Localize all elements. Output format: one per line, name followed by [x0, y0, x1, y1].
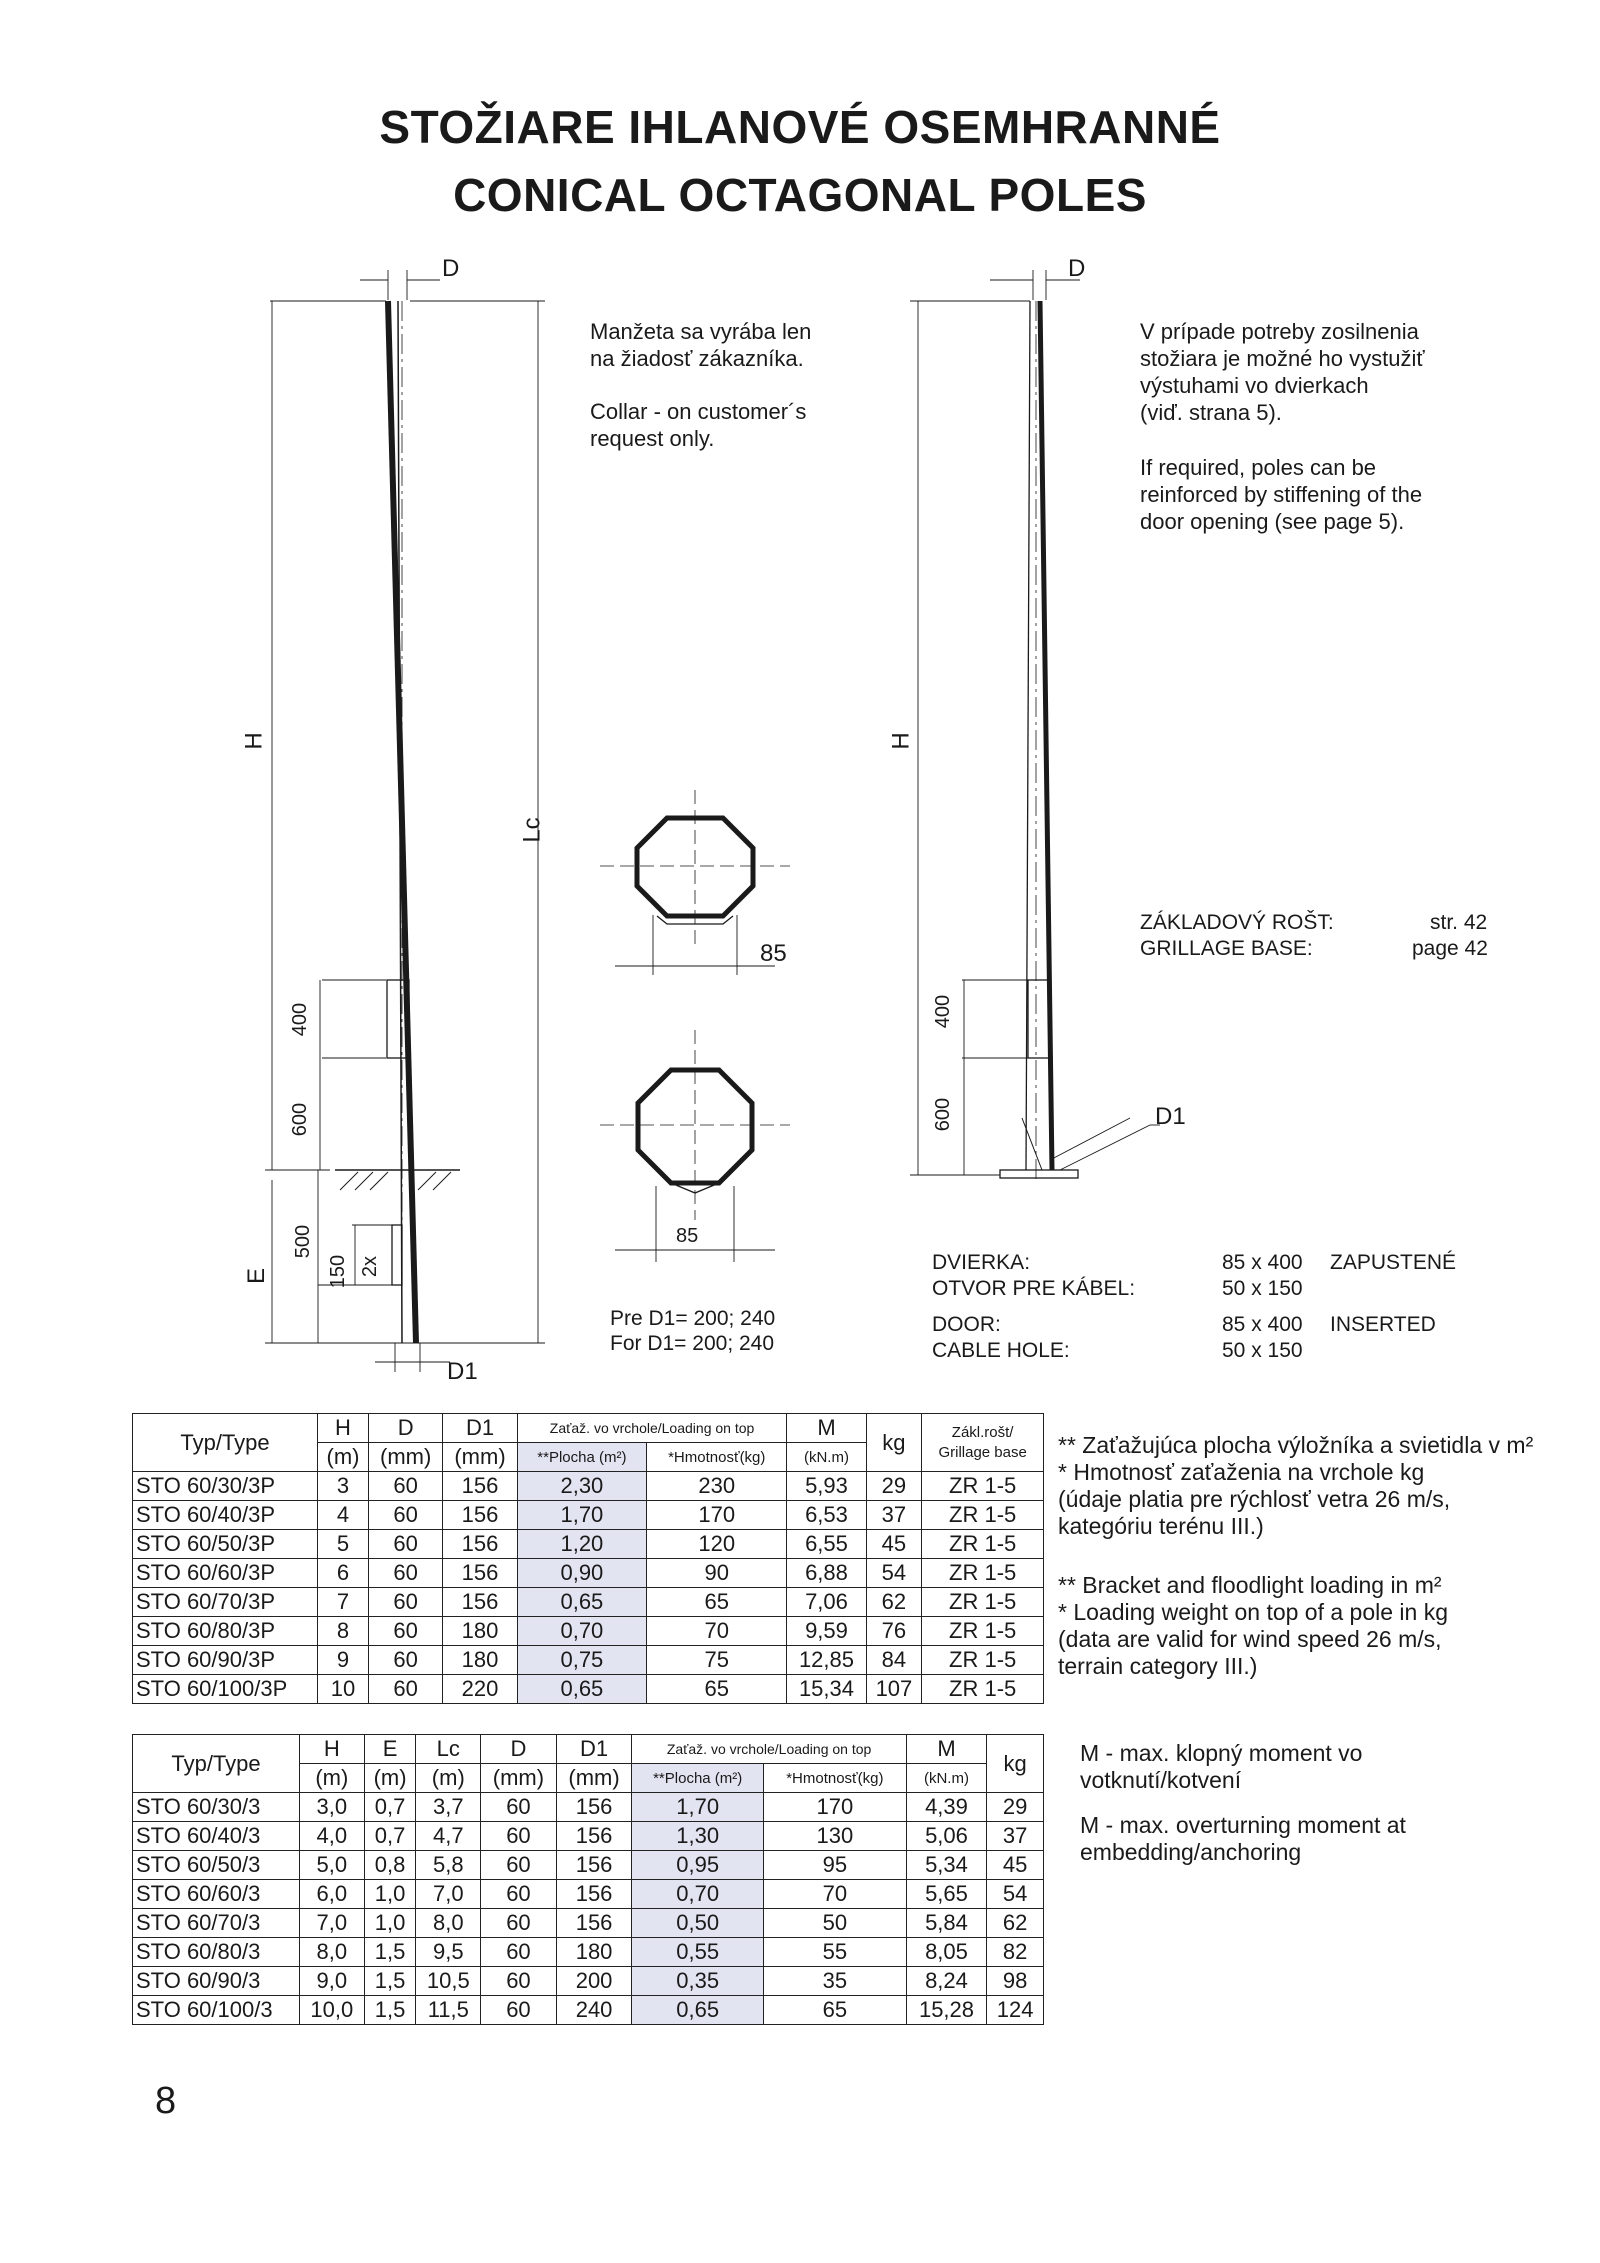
value-cell: 2,30 [517, 1472, 646, 1501]
type-cell: STO 60/100/3P [133, 1675, 318, 1704]
value-cell: 60 [481, 1822, 557, 1851]
value-cell: 6,55 [787, 1530, 866, 1559]
value-cell: 0,35 [632, 1967, 764, 1996]
t1-h-kg: kg [866, 1414, 922, 1472]
t1-h-weight: *Hmotnosť(kg) [647, 1443, 787, 1472]
value-cell: 8,0 [416, 1909, 481, 1938]
label-150: 150 [327, 1254, 350, 1289]
t2-h-loading: Zaťaž. vo vrchole/Loading on top [632, 1735, 906, 1764]
collar-note-en: Collar - on customer´s request only. [590, 399, 807, 451]
table-row [133, 1530, 1044, 1559]
value-cell: 15,28 [906, 1996, 987, 2025]
value-cell: 0,95 [632, 1851, 764, 1880]
type-cell: STO 60/90/3P [133, 1646, 318, 1675]
value-cell: 5,0 [300, 1851, 365, 1880]
value-cell: 0,90 [517, 1559, 646, 1588]
label-lc: Lc [518, 817, 546, 843]
value-cell: 156 [556, 1822, 632, 1851]
value-cell: 65 [647, 1588, 787, 1617]
t2-h-area: **Plocha (m²) [632, 1764, 764, 1793]
spec-table-1 [132, 1413, 1044, 1704]
value-cell: 7,0 [416, 1880, 481, 1909]
t2-h-h-unit: (m) [300, 1764, 365, 1793]
value-cell: 0,50 [632, 1909, 764, 1938]
value-cell: 5,06 [906, 1822, 987, 1851]
table1-body [133, 1472, 1044, 1704]
t2-h-d-unit: (mm) [481, 1764, 557, 1793]
value-cell: 180 [443, 1617, 517, 1646]
label-d-right: D [1068, 255, 1086, 282]
value-cell: 65 [647, 1675, 787, 1704]
value-cell: 3,0 [300, 1793, 365, 1822]
t1-h-loading: Zaťaž. vo vrchole/Loading on top [517, 1414, 787, 1443]
value-cell: 200 [556, 1967, 632, 1996]
value-cell: 7,06 [787, 1588, 866, 1617]
reinforce-note-en: If required, poles can be reinforced by stiffening of the door opening (see page 5). [1140, 455, 1423, 534]
value-cell: 12,85 [787, 1646, 866, 1675]
type-cell: STO 60/50/3P [133, 1530, 318, 1559]
t1-h-d1: D1 [443, 1414, 517, 1443]
value-cell: 1,5 [364, 1967, 416, 1996]
type-cell: STO 60/60/3P [133, 1559, 318, 1588]
value-cell: 3 [318, 1472, 369, 1501]
value-cell: 7,0 [300, 1909, 365, 1938]
label-2x: 2x [359, 1255, 382, 1278]
value-cell: 0,75 [517, 1646, 646, 1675]
value-cell: 60 [481, 1793, 557, 1822]
value-cell: ZR 1-5 [922, 1530, 1044, 1559]
right-pole-drawing [910, 270, 1160, 1180]
type-cell: STO 60/70/3 [133, 1909, 300, 1938]
value-cell: 60 [481, 1996, 557, 2025]
door-dim-sk: 85 x 400 [1222, 1251, 1303, 1274]
value-cell: 6,0 [300, 1880, 365, 1909]
value-cell: 156 [556, 1880, 632, 1909]
value-cell: 15,34 [787, 1675, 866, 1704]
t1-h-d1-unit: (mm) [443, 1443, 517, 1472]
t2-h-e: E [364, 1735, 416, 1764]
value-cell: 1,20 [517, 1530, 646, 1559]
value-cell: 0,7 [364, 1822, 416, 1851]
value-cell: 10,0 [300, 1996, 365, 2025]
door-type-en: INSERTED [1330, 1313, 1436, 1336]
t2-h-type: Typ/Type [133, 1735, 300, 1793]
t1-h-type: Typ/Type [133, 1414, 318, 1472]
cable-dim-en: 50 x 150 [1222, 1339, 1303, 1362]
m-note-en: M - max. overturning moment at embedding/anchoring [1080, 1812, 1406, 1865]
value-cell: 7 [318, 1588, 369, 1617]
type-cell: STO 60/90/3 [133, 1967, 300, 1996]
value-cell: 4,39 [906, 1793, 987, 1822]
grillage-label-en: GRILLAGE BASE: [1140, 937, 1313, 960]
footnote-sk: ** Zaťažujúca plocha výložníka a svietidla v m² * Hmotnosť zaťaženia na vrchole kg (údaje platia pre rýchlosť vetra 26 m/s, kategóriu terénu III.) [1058, 1432, 1534, 1539]
value-cell: 8,0 [300, 1938, 365, 1967]
value-cell: 1,5 [364, 1938, 416, 1967]
door-dim-en: 85 x 400 [1222, 1313, 1303, 1336]
value-cell: 5,34 [906, 1851, 987, 1880]
value-cell: 5,65 [906, 1880, 987, 1909]
type-cell: STO 60/40/3P [133, 1501, 318, 1530]
value-cell: 5,84 [906, 1909, 987, 1938]
t2-h-h: H [300, 1735, 365, 1764]
value-cell: ZR 1-5 [922, 1646, 1044, 1675]
label-500: 500 [292, 1224, 315, 1259]
value-cell: 156 [556, 1793, 632, 1822]
value-cell: 54 [866, 1559, 922, 1588]
value-cell: 3,7 [416, 1793, 481, 1822]
value-cell: 156 [443, 1501, 517, 1530]
value-cell: 82 [987, 1938, 1044, 1967]
label-400-right: 400 [932, 994, 955, 1029]
value-cell: 0,65 [517, 1675, 646, 1704]
value-cell: 95 [763, 1851, 906, 1880]
value-cell: 60 [481, 1851, 557, 1880]
value-cell: 60 [368, 1646, 442, 1675]
value-cell: 1,70 [517, 1501, 646, 1530]
value-cell: 65 [763, 1996, 906, 2025]
value-cell: 6,88 [787, 1559, 866, 1588]
cable-label-en: CABLE HOLE: [932, 1339, 1070, 1362]
value-cell: 156 [443, 1472, 517, 1501]
t1-h-h: H [318, 1414, 369, 1443]
value-cell: 6,53 [787, 1501, 866, 1530]
table-row [133, 1793, 1044, 1822]
value-cell: 11,5 [416, 1996, 481, 2025]
value-cell: 60 [368, 1675, 442, 1704]
type-cell: STO 60/50/3 [133, 1851, 300, 1880]
door-label-sk: DVIERKA: [932, 1251, 1031, 1274]
table-row [133, 1675, 1044, 1704]
value-cell: 84 [866, 1646, 922, 1675]
table-row [133, 1967, 1044, 1996]
value-cell: 60 [481, 1967, 557, 1996]
value-cell: 62 [987, 1909, 1044, 1938]
grillage-label-sk: ZÁKLADOVÝ ROŠT: [1140, 911, 1334, 934]
type-cell: STO 60/80/3 [133, 1938, 300, 1967]
value-cell: 62 [866, 1588, 922, 1617]
value-cell: 1,0 [364, 1909, 416, 1938]
table-row [133, 1501, 1044, 1530]
value-cell: 5 [318, 1530, 369, 1559]
reinforce-note-sk: V prípade potreby zosilnenia stožiara je možné ho vystužiť výstuhami vo dvierkach (viď. strana 5). [1140, 319, 1425, 425]
table-row [133, 1996, 1044, 2025]
type-cell: STO 60/30/3 [133, 1793, 300, 1822]
value-cell: 10,5 [416, 1967, 481, 1996]
label-85-bottom: 85 [676, 1225, 699, 1247]
value-cell: ZR 1-5 [922, 1501, 1044, 1530]
label-e: E [243, 1267, 271, 1285]
value-cell: 60 [368, 1617, 442, 1646]
value-cell: 54 [987, 1880, 1044, 1909]
t2-h-m-unit: (kN.m) [906, 1764, 987, 1793]
label-d-left: D [442, 255, 460, 282]
t1-h-area: **Plocha (m²) [517, 1443, 646, 1472]
value-cell: 9 [318, 1646, 369, 1675]
door-label-en: DOOR: [932, 1313, 1001, 1336]
value-cell: 156 [443, 1530, 517, 1559]
table-row [133, 1851, 1044, 1880]
table2-body [133, 1793, 1044, 2025]
value-cell: 8,05 [906, 1938, 987, 1967]
t2-h-d1-unit: (mm) [556, 1764, 632, 1793]
value-cell: 170 [647, 1501, 787, 1530]
value-cell: 60 [481, 1938, 557, 1967]
value-cell: 8,24 [906, 1967, 987, 1996]
value-cell: 75 [647, 1646, 787, 1675]
value-cell: 45 [987, 1851, 1044, 1880]
value-cell: 220 [443, 1675, 517, 1704]
type-cell: STO 60/40/3 [133, 1822, 300, 1851]
label-h-right: H [887, 732, 915, 750]
label-d1-left: D1 [447, 1358, 478, 1385]
table-row [133, 1880, 1044, 1909]
value-cell: 0,55 [632, 1938, 764, 1967]
value-cell: 60 [368, 1472, 442, 1501]
value-cell: 1,30 [632, 1822, 764, 1851]
value-cell: 90 [647, 1559, 787, 1588]
t1-h-h-unit: (m) [318, 1443, 369, 1472]
value-cell: 1,5 [364, 1996, 416, 2025]
value-cell: 156 [556, 1909, 632, 1938]
t1-h-grillage: Zákl.rošt/ Grillage base [922, 1414, 1044, 1472]
value-cell: 55 [763, 1938, 906, 1967]
page-number: 8 [155, 2080, 177, 2122]
value-cell: 4 [318, 1501, 369, 1530]
value-cell: 0,65 [517, 1588, 646, 1617]
value-cell: 45 [866, 1530, 922, 1559]
value-cell: 230 [647, 1472, 787, 1501]
table1-header-row-1 [133, 1414, 1044, 1443]
m-note-sk: M - max. klopný moment vo votknutí/kotvení [1080, 1740, 1363, 1793]
type-cell: STO 60/100/3 [133, 1996, 300, 2025]
table-row [133, 1588, 1044, 1617]
table-row [133, 1909, 1044, 1938]
value-cell: 5,8 [416, 1851, 481, 1880]
value-cell: 1,70 [632, 1793, 764, 1822]
value-cell: 180 [443, 1646, 517, 1675]
table-row [133, 1646, 1044, 1675]
footnote-en: ** Bracket and floodlight loading in m² * Loading weight on top of a pole in kg (data are valid for wind speed 26 m/s, terrain category III.) [1058, 1572, 1449, 1679]
section-note: Pre D1= 200; 240 For D1= 200; 240 [610, 1307, 776, 1355]
value-cell: 120 [647, 1530, 787, 1559]
value-cell: ZR 1-5 [922, 1617, 1044, 1646]
table-row [133, 1559, 1044, 1588]
value-cell: 70 [763, 1880, 906, 1909]
t2-h-d1: D1 [556, 1735, 632, 1764]
grillage-value-en: page 42 [1412, 937, 1488, 960]
title-sk: STOŽIARE IHLANOVÉ OSEMHRANNÉ [379, 101, 1221, 153]
label-600-right: 600 [932, 1097, 955, 1132]
door-type-sk: ZAPUSTENÉ [1330, 1251, 1457, 1274]
value-cell: 0,8 [364, 1851, 416, 1880]
table-row [133, 1822, 1044, 1851]
label-600-left: 600 [289, 1102, 312, 1137]
value-cell: 10 [318, 1675, 369, 1704]
value-cell: 37 [987, 1822, 1044, 1851]
t2-h-weight: *Hmotnosť(kg) [763, 1764, 906, 1793]
t2-h-kg: kg [987, 1735, 1044, 1793]
cable-label-sk: OTVOR PRE KÁBEL: [932, 1277, 1136, 1300]
label-85-top: 85 [760, 940, 787, 967]
t1-h-d: D [368, 1414, 442, 1443]
grillage-value-sk: str. 42 [1430, 911, 1488, 934]
value-cell: 0,65 [632, 1996, 764, 2025]
value-cell: ZR 1-5 [922, 1675, 1044, 1704]
value-cell: 29 [987, 1793, 1044, 1822]
label-d1-right: D1 [1155, 1103, 1186, 1130]
table-row [133, 1472, 1044, 1501]
value-cell: 170 [763, 1793, 906, 1822]
value-cell: 4,0 [300, 1822, 365, 1851]
value-cell: 29 [866, 1472, 922, 1501]
value-cell: 4,7 [416, 1822, 481, 1851]
t1-h-d-unit: (mm) [368, 1443, 442, 1472]
value-cell: 124 [987, 1996, 1044, 2025]
value-cell: 240 [556, 1996, 632, 2025]
table-row [133, 1938, 1044, 1967]
collar-note-sk: Manžeta sa vyrába len na žiadosť zákazníka. [590, 319, 812, 371]
type-cell: STO 60/80/3P [133, 1617, 318, 1646]
t2-h-lc: Lc [416, 1735, 481, 1764]
value-cell: 1,0 [364, 1880, 416, 1909]
label-400-left: 400 [289, 1002, 312, 1037]
value-cell: 156 [443, 1588, 517, 1617]
value-cell: 156 [443, 1559, 517, 1588]
value-cell: 76 [866, 1617, 922, 1646]
value-cell: 35 [763, 1967, 906, 1996]
type-cell: STO 60/70/3P [133, 1588, 318, 1617]
value-cell: 60 [368, 1588, 442, 1617]
value-cell: 9,5 [416, 1938, 481, 1967]
value-cell: 156 [556, 1851, 632, 1880]
type-cell: STO 60/30/3P [133, 1472, 318, 1501]
value-cell: 0,70 [517, 1617, 646, 1646]
t2-h-lc-unit: (m) [416, 1764, 481, 1793]
value-cell: 60 [368, 1530, 442, 1559]
value-cell: 180 [556, 1938, 632, 1967]
value-cell: 98 [987, 1967, 1044, 1996]
table-row [133, 1617, 1044, 1646]
value-cell: 60 [481, 1909, 557, 1938]
t2-h-m: M [906, 1735, 987, 1764]
t1-h-m-unit: (kN.m) [787, 1443, 866, 1472]
value-cell: 50 [763, 1909, 906, 1938]
value-cell: 9,0 [300, 1967, 365, 1996]
value-cell: ZR 1-5 [922, 1559, 1044, 1588]
value-cell: 0,7 [364, 1793, 416, 1822]
type-cell: STO 60/60/3 [133, 1880, 300, 1909]
value-cell: 0,70 [632, 1880, 764, 1909]
spec-table-2 [132, 1734, 1044, 2025]
value-cell: 37 [866, 1501, 922, 1530]
left-pole-drawing [265, 270, 545, 1372]
cable-dim-sk: 50 x 150 [1222, 1277, 1303, 1300]
label-h-left: H [240, 732, 268, 750]
t2-h-e-unit: (m) [364, 1764, 416, 1793]
value-cell: 60 [481, 1880, 557, 1909]
value-cell: 130 [763, 1822, 906, 1851]
t2-h-d: D [481, 1735, 557, 1764]
value-cell: 60 [368, 1559, 442, 1588]
value-cell: ZR 1-5 [922, 1588, 1044, 1617]
value-cell: ZR 1-5 [922, 1472, 1044, 1501]
value-cell: 107 [866, 1675, 922, 1704]
value-cell: 6 [318, 1559, 369, 1588]
table2-header-row-1 [133, 1735, 1044, 1764]
value-cell: 8 [318, 1617, 369, 1646]
title-en: CONICAL OCTAGONAL POLES [453, 169, 1147, 221]
value-cell: 60 [368, 1501, 442, 1530]
t1-h-m: M [787, 1414, 866, 1443]
value-cell: 70 [647, 1617, 787, 1646]
value-cell: 5,93 [787, 1472, 866, 1501]
value-cell: 9,59 [787, 1617, 866, 1646]
